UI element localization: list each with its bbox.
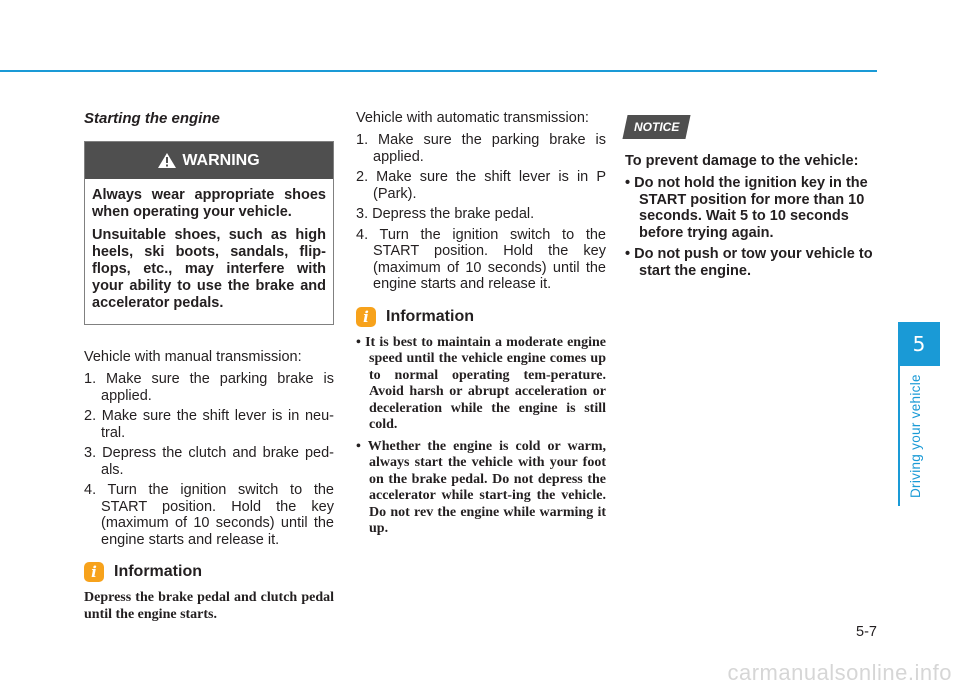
header-rule <box>0 70 877 72</box>
automatic-intro: Vehicle with automatic transmission: <box>356 110 589 126</box>
manual-step: 2. Make sure the shift lever is in neu-tral. <box>84 408 334 441</box>
automatic-info-item: • Whether the engine is cold or warm, always start the vehicle with your foot on the brake pedal. Do not depress the accelerator while start-ing the vehicle. Do not rev the engine while warming it up. <box>356 438 606 536</box>
notice-list <box>625 175 880 279</box>
info-icon: i <box>84 562 104 582</box>
warning-triangle-icon <box>158 153 176 168</box>
automatic-steps <box>356 132 606 293</box>
manual-intro: Vehicle with manual transmission: <box>84 349 302 365</box>
notice-intro: To prevent damage to the vehicle: <box>625 153 859 169</box>
automatic-info-item: • It is best to maintain a moderate engine speed until the vehicle engine comes up to normal operating tem-perature. Avoid harsh or abrupt acceleration or deceleration while the engine is still cold. <box>356 334 606 432</box>
automatic-info-heading <box>356 307 606 327</box>
info-icon: i <box>356 307 376 327</box>
page-number: 5-7 <box>856 624 877 640</box>
column-middle <box>356 110 606 543</box>
warning-box <box>84 141 334 325</box>
chapter-side-rule <box>898 366 900 506</box>
automatic-step: 4. Turn the ignition switch to the START position. Hold the key (maximum of 10 seconds) until the engine starts and release it. <box>356 226 606 292</box>
notice-badge <box>622 115 690 139</box>
column-left <box>84 110 334 623</box>
warning-label: WARNING <box>182 151 260 169</box>
manual-step: 4. Turn the ignition switch to the START position. Hold the key (maximum of 10 seconds) until the engine starts and release it. <box>84 482 334 548</box>
automatic-info-title: Information <box>386 307 474 325</box>
notice-item: • Do not push or tow your vehicle to start the engine. <box>625 246 873 279</box>
watermark: carmanualsonline.info <box>727 660 952 685</box>
manual-step: 1. Make sure the parking brake is applied. <box>84 371 334 404</box>
manual-info-heading <box>84 562 334 582</box>
section-title: Starting the engine <box>84 110 220 127</box>
manual-info-text: Depress the brake pedal and clutch pedal until the engine starts. <box>84 590 334 622</box>
manual-step: 3. Depress the clutch and brake ped-als. <box>84 445 334 478</box>
automatic-info-list <box>356 335 606 538</box>
automatic-step: 3. Depress the brake pedal. <box>356 206 535 222</box>
warning-header <box>85 142 333 179</box>
chapter-number-tab: 5 <box>898 322 940 366</box>
automatic-step: 1. Make sure the parking brake is applied. <box>356 132 606 165</box>
warning-text-1: Always wear appropriate shoes when operating your vehicle. <box>92 187 326 220</box>
notice-item: • Do not hold the ignition key in the START position for more than 10 seconds. Wait 5 to 10 seconds before trying again. <box>625 175 868 241</box>
manual-steps <box>84 371 334 548</box>
column-right <box>625 110 880 284</box>
automatic-step: 2. Make sure the shift lever is in P (Park). <box>356 169 606 202</box>
notice-label: NOTICE <box>634 120 680 134</box>
warning-text-2: Unsuitable shoes, such as high heels, ski boots, sandals, flip-flops, etc., may interfere with your ability to use the brake and accelerator pedals. <box>92 227 326 311</box>
chapter-label: Driving your vehicle <box>908 374 923 498</box>
warning-body <box>85 179 333 324</box>
manual-info-title: Information <box>114 563 202 580</box>
